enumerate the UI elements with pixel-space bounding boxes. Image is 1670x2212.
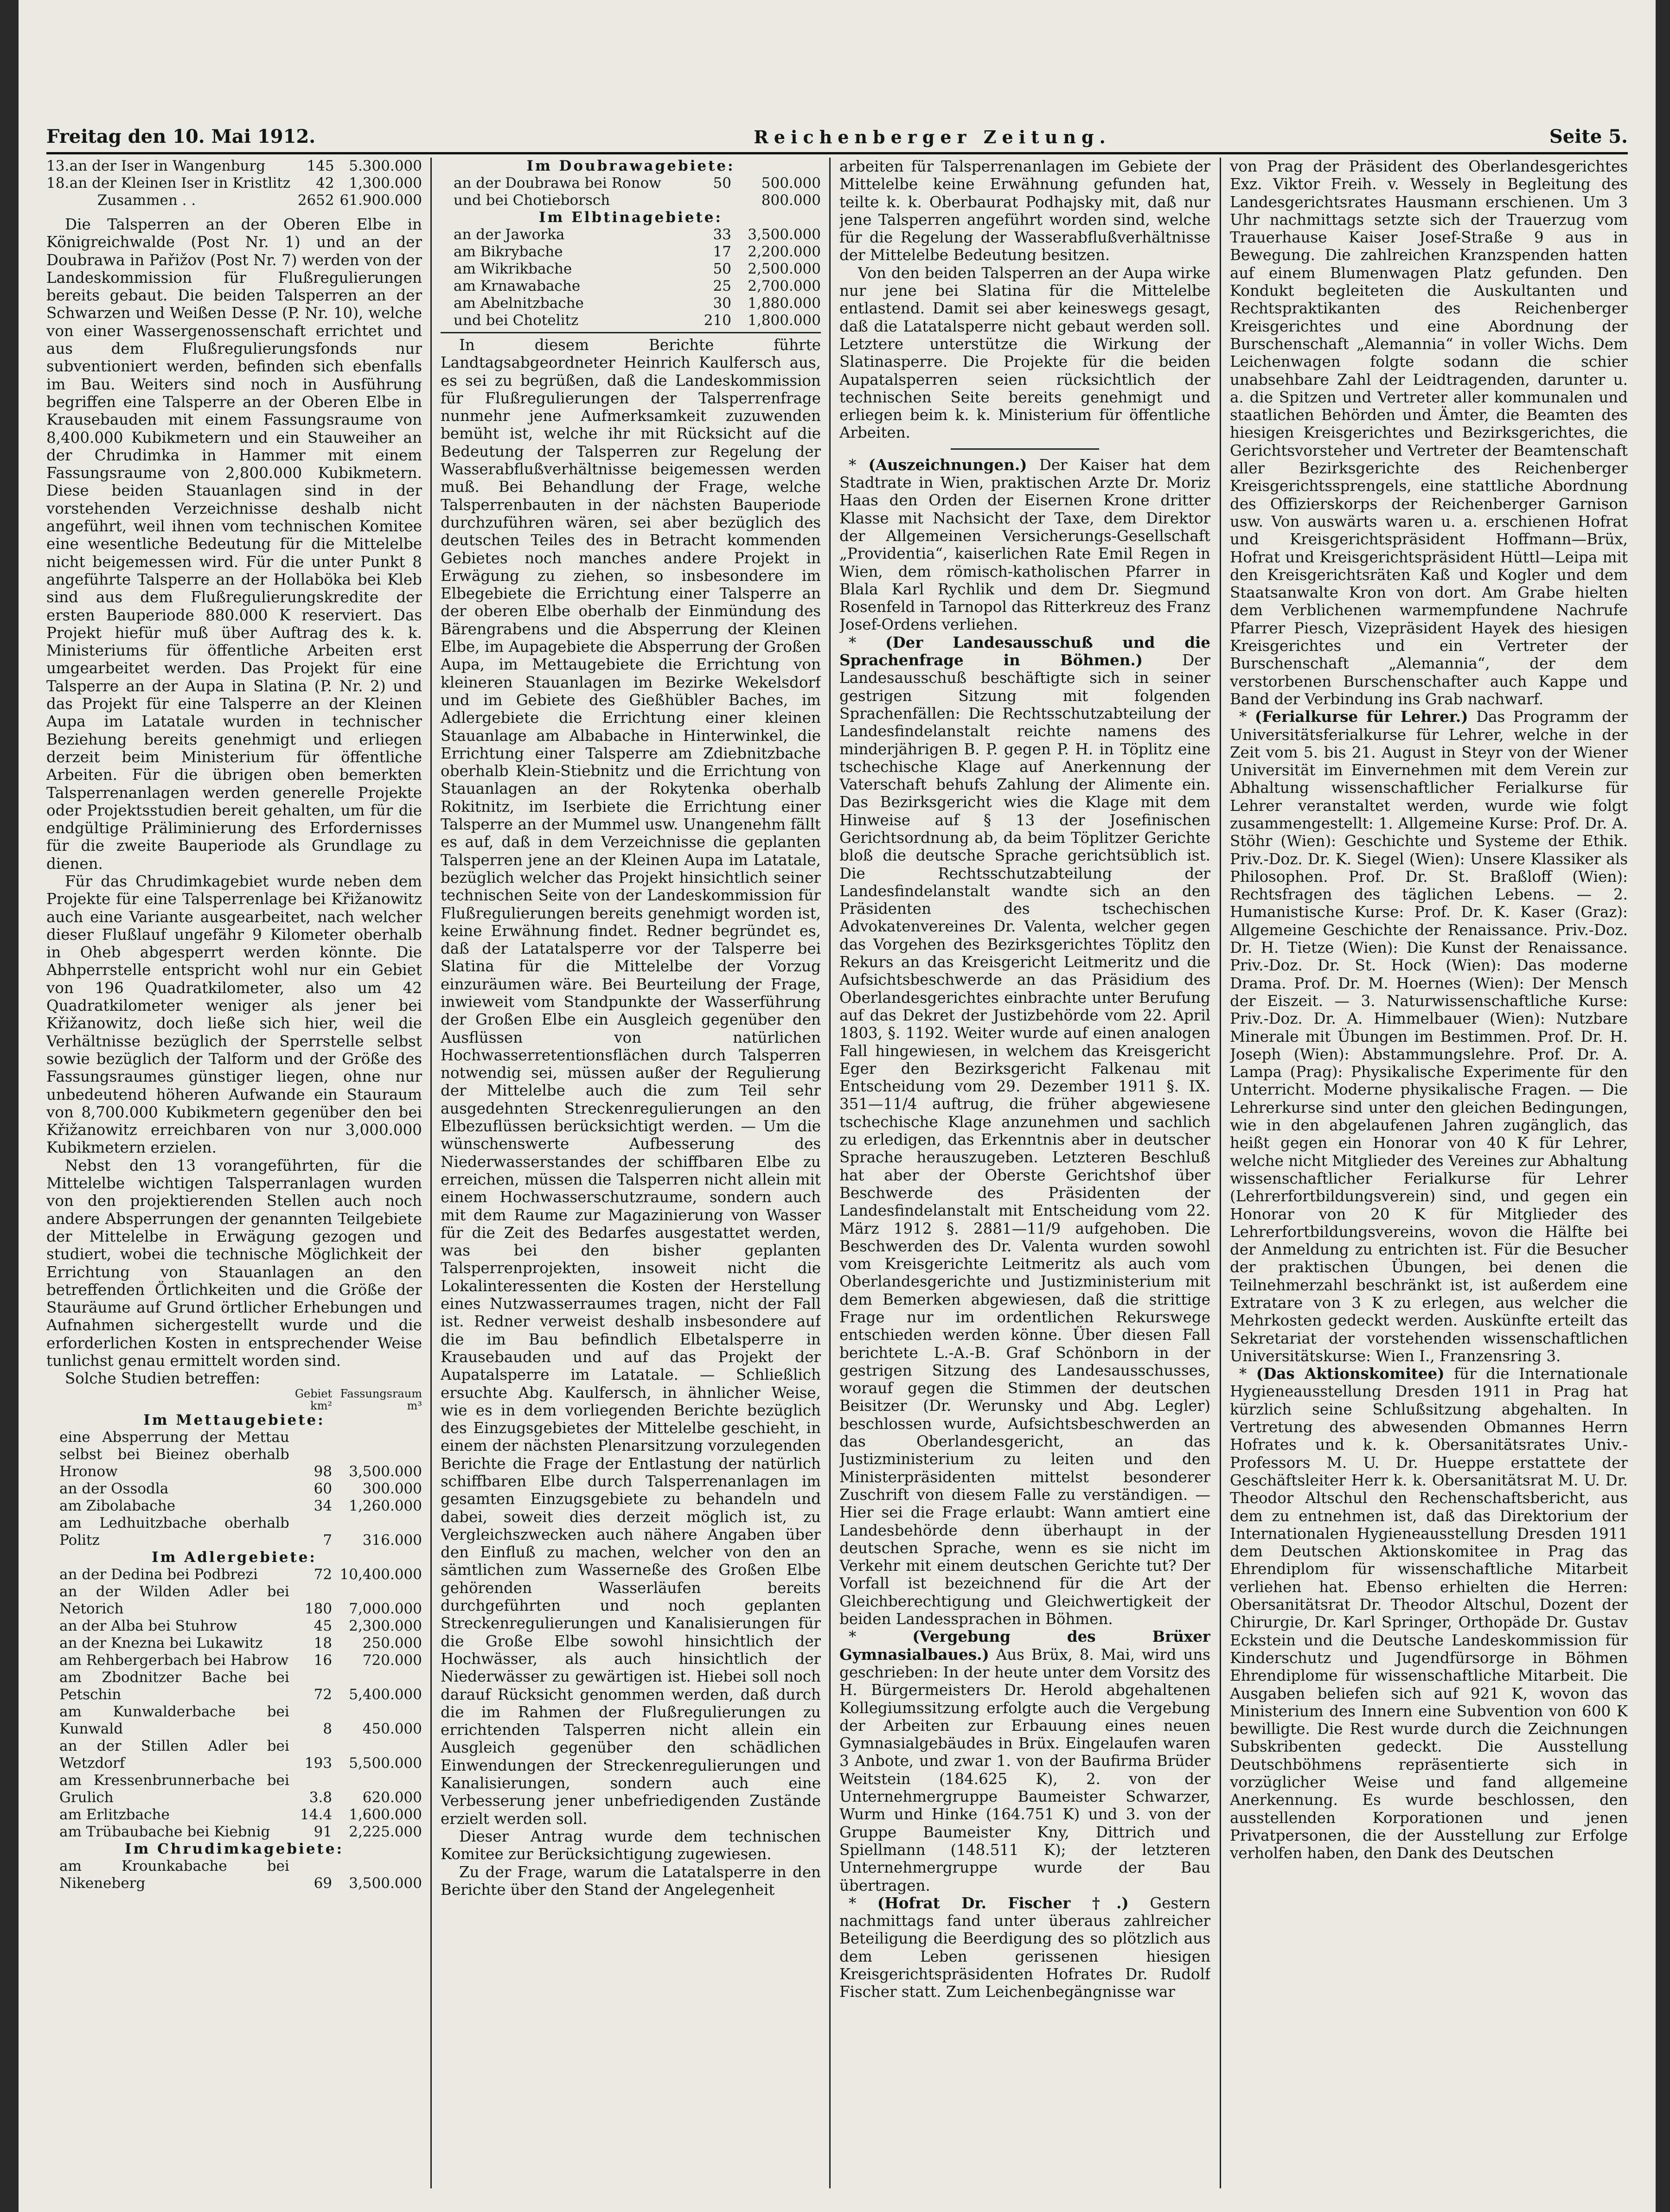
- news-item: * (Das Aktionskomitee) für die Internationale Hygieneausstellung Dresden 1911 in Prag hat kürzlich seine Schlußsitzung abgehalten. In Vertretung des abwesenden Obmannes Herrn Hofrates und k. k. Obersanitätsrates Univ.-Professors M. U. Dr. Hueppe erstattete der Geschäftsleiter Herr k. k. Obersanitätsrat M. U. Dr. Theodor Altschul den Rechenschaftsbericht, aus dem zu entnehmen ist, daß das Direktorium der Internationalen Hygieneausstellung Dresden 1911 dem Deutschen Aktionskomitee in Prag das Ehrendiplom für wissenschaftliche Mitarbeit verliehen hat. Ebenso erhielten die Herren: Obersanitätsrat Dr. Theodor Altschul, Dozent der Chirurgie, Dr. Karl Springer, Orthopäde Dr. Gustav Eckstein und die Deutsche Landeskommission für Kinderschutz und Jugendfürsorge in Böhmen Ehrendiplome für wissenschaftliche Mitarbeit. Die Ausgaben beliefen sich auf 921 K, wovon das Ministerium des Innern eine Subvention von 600 K bewilligte. Die Rest wurde durch die Zeichnungen Subskribenten gedeckt. Die Ausstellung Deutschböhmens repräsentierte sich in vorzüglicher Weise und fand allgemeine Anerkennung. Es wurde beschlossen, den ausstellenden Korporationen und jenen Privatpersonen, die der Ausstellung zur Erfolge verholfen haben, den Dank des Deutschen: [1230, 1364, 1628, 1862]
- table-group-heading: Im Elbtinagebiete:: [539, 209, 723, 226]
- table-row: 18. an der Kleinen Iser in Kristlitz 42 1,300.000: [46, 175, 422, 191]
- article-paragraph: In diesem Berichte führte Landtagsabgeordneter Heinrich Kaulfersch aus, es sei zu begrüßen, daß die Landeskommission für Flußregulierungen der Talsperrenfrage nunmehr jene Aufmerksamkeit zuzuwenden bemüht ist, welche ihr mit Rücksicht auf die Bedeutung der Talsperren zur Regelung der Wasserabflußverhältnisse beigemessen werden muß. Bei Behandlung der Frage, welche Talsperrenbauten in der nächsten Bauperiode durchzuführen wären, sei aber bezüglich des deutschen Teiles des in Betracht kommenden Gebietes noch manches andere Projekt in Erwägung zu ziehen, so insbesondere im Elbegebiete die Errichtung einer Talsperre an der oberen Elbe oberhalb der Einmündung des Bärengrabens und die Absperrung der Kleinen Elbe, im Aupagebiete die Absperrung der Großen Aupa, im Mettaugebiete die Errichtung von kleineren Stauanlagen im Bezirke Wekelsdorf und im Gebiete des Gießhübler Baches, im Adlergebiete die Errichtung einer kleinen Stauanlage am Albabache in Hinterwinkel, die Errichtung einer Talsperre am Zdiebnitzbache oberhalb Klein-Stiebnitz und die Errichtung von Stauanlagen an der Rokytenka oberhalb Rokitnitz, im Iserbiete die Errichtung einer Talsperre an der Mummel usw. Unangenehm fällt es auf, daß in dem Verzeichnisse die geplanten Talsperren jene an der Kleinen Aupa im Latatale, bezüglich welcher das Projekt hinsichtlich seiner technischen Seite von der Landeskommission für Flußregulierungen bereits genehmigt worden ist, keine Erwähnung findet. Redner begründet es, daß der Latatalsperre vor der Talsperre bei Slatina für die Mittelelbe der Vorzug einzuräumen wäre. Bei Beurteilung der Frage, inwieweit vom Standpunkte der Wasserführung der Großen Elbe ein Ausgleich gegenüber den Ausflüssen von natürlichen Hochwasserretentionsflächen durch Talsperren notwendig sei, müssen außer der Regulierung der Mittelelbe auch die zum Teil sehr ausgedehnten Streckenregulierungen an den Elbezuflüssen berücksichtigt werden. — Um die wünschenswerte Aufbesserung des Niederwasserstandes der schiffbaren Elbe zu erreichen, müssen die Talsperren nicht allein mit einem Hochwasserschutzraume, sondern auch mit dem Raume zur Magazinierung von Wasser für die Zeit des Bedarfes ausgestattet werden, was bei den bisher geplanten Talsperrenprojekten, insoweit nicht die Lokalinteressenten die Kosten der Herstellung eines Nutzwasserraumes tragen, nicht der Fall ist. Redner verweist deshalb insbesondere auf die im Bau befindlich Elbetalsperre in Krausebauden und auf das Projekt der Aupatalsperre im Latatale. — Schließlich ersuchte Abg. Kaulfersch, in ähnlicher Weise, wie es in dem vorliegenden Berichte bezüglich des Einzugsgebietes der Mittelelbe geschieht, in einem der nächsten Plenarsitzung vorzulegenden Berichte die Frage der Entlastung der natürlich schiffbaren Elbe durch Talsperrenanlagen im gesamten Einzugsgebiete zu behandeln und dabei, soweit dies derzeit möglich ist, zu Vergleichszwecken auch nähere Angaben über den Einfluß zu machen, welcher von den an sämtlichen zum Wasserneße des Großen Elbe gehörenden Wasserläufen bereits durchgeführten und noch geplanten Streckenregulierungen und Kanalisierungen für die Große Elbe sowohl hinsichtlich der Hochwässer, als auch hinsichtlich der Niederwässer zu gewärtigen ist. Hiebei soll noch darauf Rücksicht genommen werden, daß durch die im Rahmen der Flußregulierungen zu errichtenden Talsperren nicht allein ein Ausgleich gegenüber den schädlichen Einwendungen der Streckenregulierungen und Kanalisierungen, sondern auch eine Verbesserung jener unbefriedigenden Zustände erzielt werden soll.: [441, 336, 821, 1828]
- news-heading: (Hofrat Dr. Fischer †.): [877, 1893, 1129, 1912]
- column-2: [441, 158, 821, 2198]
- table-row: und bei Chotelitz 210 1,800.000: [454, 312, 821, 329]
- table-row: und bei Chotieborsch 800.000: [454, 192, 821, 209]
- table-row: an der Knezna bei Lukawitz 18 250.000: [59, 1634, 422, 1651]
- newspaper-page: [19, 0, 1656, 2212]
- news-heading: (Das Aktionskomitee): [1256, 1364, 1445, 1383]
- table-row: eine Absperrung der Mettau selbst bei Bieinez oberhalb Hronow 98 3,500.000: [59, 1428, 422, 1480]
- article-paragraph: Zu der Frage, warum die Latatalsperre in den Berichte über den Stand der Angelegenheit: [441, 1863, 821, 1899]
- table-group-heading: Im Chrudimkagebiete:: [124, 1840, 344, 1857]
- news-item: * (Auszeichnungen.) Der Kaiser hat dem Stadtrate in Wien, praktischen Arzte Dr. Moriz Haas den Orden der Eisernen Krone dritter Klasse mit Nachsicht der Taxe, dem Direktor der Allgemeinen Versicherungs-Gesellschaft „Providentia“, kaiserlichen Rate Emil Regen in Wien, dem römisch-katholischen Pfarrer in Blala Karl Rychlik und dem Dr. Siegmund Rosenfeld in Tarnopol das Ritterkreuz des Franz Josef-Ordens verliehen.: [839, 455, 1210, 634]
- table-row: an der Ossodla 60 300.000: [59, 1480, 422, 1497]
- page-header: [46, 120, 1628, 154]
- table-row: am Trübaubache bei Kiebnig 91 2,225.000: [59, 1823, 422, 1840]
- table-group-heading: Im Adlergebiete:: [152, 1549, 317, 1566]
- studies-table-continued: [441, 158, 821, 329]
- news-item: * (Vergebung des Brüxer Gymnasialbaues.) Aus Brüx, 8. Mai, wird uns geschrieben: In der heute unter dem Vorsitz des H. Bürgermeisters Dr. Herold abgehaltenen Kollegiumssitzung erfolgte auch die Vergebung der Arbeiten zur Erbauung eines neuen Gymnasialgebäudes in Brüx. Eingelaufen waren 3 Anbote, und zwar 1. von der Baufirma Brüder Weitstein (184.625 K), 2. von der Unternehmergruppe Baumeister Schwarzer, Wurm und Hinke (164.751 K) und 3. von der Gruppe Baumeister Kny, Dittrich und Spiellmann (148.511 K); der letzteren Unternehmergruppe wurde der Bau übertragen.: [839, 1627, 1210, 1894]
- table-group-heading: Im Mettaugebiete:: [143, 1411, 325, 1428]
- news-item: * (Hofrat Dr. Fischer †.) Gestern nachmittags fand unter überaus zahlreicher Beteiligung die Beerdigung des so plötzlich aus dem Leben gerissenen hiesigen Kreisgerichtspräsidenten Hofrates Dr. Rudolf Fischer statt. Zum Leichenbegängnisse war: [839, 1893, 1210, 2001]
- dam-table-top: [46, 158, 422, 209]
- table-row: am Krnawabache 25 2,700.000: [454, 278, 821, 294]
- article-paragraph: Solche Studien betreffen:: [65, 1370, 260, 1388]
- table-row: an der Alba bei Stuhrow 45 2,300.000: [59, 1617, 422, 1634]
- article-paragraph: arbeiten für Talsperrenanlagen im Gebiete der Mittelelbe keine Erwähnung gefunden hat, teilte k. k. Oberbaurat Podhajsky mit, daß nur jene Talsperren angeführt worden sind, welche für die Regelung der Wasserabflußverhältnisse der Mittelelbe Bedeutung besitzen.: [839, 158, 1210, 264]
- column-divider: [430, 158, 432, 2188]
- page-number: Seite 5.: [1549, 126, 1628, 147]
- table-row: an der Stillen Adler bei Wetzdorf 193 5,500.000: [59, 1737, 422, 1772]
- news-heading: (Ferialkurse für Lehrer.): [1254, 708, 1468, 726]
- article-paragraph: Für das Chrudimkagebiet wurde neben dem Projekte für eine Talsperrenlage bei Křižanowitz auch eine Variante ausgearbeitet, nach welcher dieser Flußlauf ungefähr 9 Kilometer oberhalb in Oheb abgesperrt werden könnte. Die Abhperrstelle entspricht wohl nur ein Gebiet von 196 Quadratkilometer, also um 42 Quadratkilometer weniger als jener bei Křižanowitz, doch ließe sich hier, weil die Verhältnisse bezüglich der Sperrstelle selbst sowie bezüglich der Talform und der Größe des Fassungsraumes günstiger liegen, ohne nur unbedeutend höheren Aufwande ein Stauraum von 8,700.000 Kubikmetern gegenüber den bei Křižanowitz erreichbaren von nur 3,000.000 Kubikmetern erzielen.: [46, 872, 422, 1157]
- news-heading: (Vergebung des Brüxer Gymnasialbaues.): [839, 1627, 1210, 1664]
- article-paragraph: Nebst den 13 vorangeführten, für die Mittelelbe wichtigen Talsperranlagen wurden von den projektierenden Stellen auch noch andere Absperrungen der genannten Teilgebiete der Mittelelbe in Erwägung gezogen und studiert, wobei die technische Möglichkeit der Errichtung von Stauanlagen an den betreffenden Örtlichkeiten und die Größe der Stauräume auf Grund örtlicher Erhebungen und Aufnahmen sichergestellt wurde und die erforderlichen Kosten in entsprechender Weise tunlichst genau ermittelt worden sind.: [46, 1156, 422, 1370]
- header-date: Freitag den 10. Mai 1912.: [46, 126, 316, 147]
- table-row: an der Wilden Adler bei Netorich 180 7,000.000: [59, 1583, 422, 1617]
- news-heading: (Der Landesausschuß und die Sprachenfrage in Böhmen.): [839, 633, 1210, 669]
- column-1: [46, 158, 422, 2198]
- news-item: * (Der Landesausschuß und die Sprachenfrage in Böhmen.) Der Landesausschuß beschäftigte sich in seiner gestrigen Sitzung mit folgenden Sprachenfällen: Die Rechtsschutzabteilung der Landesfindelanstalt reichte namens des minderjährigen B. P. gegen P. H. in Töplitz eine tschechische Klage auf Anerkennung der Vaterschaft behufs Zahlung der Alimente ein. Das Bezirksgericht wies die Klage mit dem Hinweise auf § 13 der Josefinischen Gerichtsordnung ab, da beim Töplitzer Gerichte bloß die deutsche Sprache gerichtsüblich ist. Die Rechtsschutzabteilung der Landesfindelanstalt wandte sich an den Präsidenten des tschechischen Advokatenvereines Dr. Valenta, welcher gegen das Vorgehen des Bezirksgerichtes Töplitz den Rekurs an das Kreisgericht Leitmeritz und die Aufsichtsbeschwerde an das Präsidium des Oberlandesgerichtes einbrachte unter Berufung auf das Dekret der Justizbehörde vom 22. April 1803, §. 1192. Weiter wurde auf einen analogen Fall hingewiesen, in welchem das Kreisgericht Eger den Bezirksgericht Falkenau mit Entscheidung vom 29. Dezember 1911 §. IX. 351—11/4 auftrug, die früher abgewiesene tschechische Klage anzunehmen und sachlich zu erledigen, das Erkenntnis aber in deutscher Sprache herauszugeben. Letzteren Beschluß hat aber der Oberste Gerichtshof über Beschwerde des Präsidenten der Landesfindelanstalt mit Entscheidung vom 22. März 1912 §. 2881—11/9 aufgehoben. Die Beschwerden des Dr. Valenta wurden sowohl vom Kreisgerichte Leitmeritz als auch vom Oberlandesgerichte und Justizministerium mit dem Bemerken abgewiesen, daß die strittige Frage nur im ordentlichen Rekurswege entschieden werden könne. Über diesen Fall berichtete L.-A.-B. Graf Schönborn in der gestrigen Sitzung des Landesausschusses, worauf gegen die Stimmen der deutschen Beisitzer (Dr. Werunsky und Abg. Legler) beschlossen wurde, Aufsichtsbeschwerden an das Oberlandesgericht, an das Justizministerium zu leiten und den Ministerpräsidenten mittelst besonderer Zuschrift von diesem Falle zu verständigen. — Hier sei die Frage erlaubt: Wann amtiert eine Landesbehörde denn überhaupt in der deutschen Sprache, wenn es sie nicht im Verkehr mit einem deutschen Gerichte tut? Der Vorfall ist bezeichnend für die Art der Gleichberechtigung und Gleichwertigkeit der beiden Landessprachen in Böhmen.: [839, 633, 1210, 1628]
- table-row: am Erlitzbache 14.4 1,600.000: [59, 1806, 422, 1823]
- table-row: am Bikrybache 17 2,200.000: [454, 243, 821, 260]
- table-row: am Zibolabache 34 1,260.000: [59, 1497, 422, 1514]
- article-paragraph: Dieser Antrag wurde dem technischen Komitee zur Berücksichtigung zugewiesen.: [441, 1827, 821, 1863]
- column-4: [1230, 158, 1628, 2198]
- column-divider: [1220, 158, 1221, 2188]
- table-row: am Abelnitzbache 30 1,880.000: [454, 295, 821, 312]
- table-row: an der Doubrawa bei Ronow 50 500.000: [454, 175, 821, 191]
- table-row: am Wikrikbache 50 2,500.000: [454, 261, 821, 277]
- studies-table: [46, 1388, 422, 1892]
- table-row: 13. an der Iser in Wangenburg 145 5.300.000: [46, 158, 422, 174]
- table-row: an der Jaworka 33 3,500.000: [454, 226, 821, 243]
- table-header-row: Gebiet km² Fassungsraum m³: [294, 1387, 422, 1412]
- table-row: am Kressenbrunnerbache bei Grulich 3.8 620.000: [59, 1772, 422, 1806]
- table-row: am Krounkabache bei Nikeneberg 69 3,500.000: [59, 1857, 422, 1892]
- table-row: am Ledhuitzbache oberhalb Politz 7 316.000: [59, 1514, 422, 1549]
- table-group-heading: Im Doubrawagebiete:: [526, 158, 735, 174]
- column-3: [839, 158, 1210, 2198]
- article-paragraph: Die Talsperren an der Oberen Elbe in Königreichwalde (Post Nr. 1) und an der Doubrawa in Pařižov (Post Nr. 7) werden von der Landeskommission für Flußregulierungen bereits gebaut. Die beiden Talsperren an der Schwarzen und Weißen Desse (P. Nr. 10), welche von einer Wassergenossenschaft errichtet und aus dem Flußregulierungsfonds nur subventioniert werden, befinden sich ebenfalls im Bau. Weiters sind noch in Ausführung begriffen eine Talsperre an der Oberen Elbe in Krausebauden mit einem Fassungsraume von 8,400.000 Kubikmetern und ein Stauweiher an der Chrudimka in Hammer mit einem Fassungsraume von 2,800.000 Kubikmetern. Diese beiden Stauanlagen sind in der vorstehenden Verzeichnisse deshalb nicht angeführt, weil ihnen vom technischen Komitee eine wesentliche Bedeutung für die Mittelelbe nicht beigemessen wird. Für die unter Punkt 8 angeführte Talsperre an der Hollaböka bei Kleb sind aus dem Flußregulierungskredite der ersten Bauperiode 880.000 K reserviert. Das Projekt hiefür muß über Auftrag des k. k. Ministeriums für öffentliche Arbeiten erst umgearbeitet werden. Das Projekt für eine Talsperre an der Aupa in Slatina (P. Nr. 2) und das Projekt für eine Talsperre an der Kleinen Aupa im Latatale wurden in technischer Beziehung bereits genehmigt und erliegen derzeit beim Ministerium für öffentliche Arbeiten. Für die übrigen oben bemerkten Talsperrenanlagen werden generelle Projekte oder Projektsstudien bereit gehalten, um für die endgültige Präliminierung des Erfordernisses für die zweite Bauperiode als Grundlage zu dienen.: [46, 216, 422, 873]
- news-item: * (Ferialkurse für Lehrer.) Das Programm der Universitätsferialkurse für Lehrer, welche in der Zeit vom 5. bis 21. August in Steyr von der Wiener Universität im Einvernehmen mit dem Verein zur Abhaltung wissenschaftlicher Ferialkurse für Lehrer veranstaltet werden, wurde wie folgt zusammengestellt: 1. Allgemeine Kurse: Prof. Dr. A. Stöhr (Wien): Geschichte und Systeme der Ethik. Priv.-Doz. Dr. K. Siegel (Wien): Unsere Klassiker als Philosophen. Prof. Dr. St. Braßloff (Wien): Rechtsfragen des täglichen Lebens. — 2. Humanistische Kurse: Prof. Dr. K. Kaser (Graz): Allgemeine Geschichte der Renaissance. Priv.-Doz. Dr. H. Tietze (Wien): Die Kunst der Renaissance. Priv.-Doz. Dr. St. Hock (Wien): Das moderne Drama. Prof. Dr. M. Hoernes (Wien): Der Mensch der Eiszeit. — 3. Naturwissenschaftliche Kurse: Priv.-Doz. Dr. A. Himmelbauer (Wien): Nutzbare Minerale mit Übungen im Bestimmen. Prof. Dr. H. Joseph (Wien): Abstammungslehre. Prof. Dr. A. Lampa (Prag): Physikalische Experimente für den Unterricht. Moderne physikalische Fragen. — Die Lehrerkurse sind unter den gleichen Bedingungen, wie in den abgelaufenen Jahren zugänglich, das heißt gegen ein Honorar von 40 K für Lehrer, welche nicht Mitglieder des Vereines zur Abhaltung wissenschaftlicher Ferialkurse für Lehrer (Lehrerfortbildungsverein) sind, und gegen ein Honorar von 20 K für Mitglieder des Lehrerfortbildungsvereins, wovon die Hälfte bei der Anmeldung zu entrichten ist. Für die Besucher der praktischen Übungen, bei denen die Teilnehmerzahl beschränkt ist, ist außerdem eine Extratare von 3 K zu erlegen, aus welcher die Mehrkosten gedeckt werden. Auskünfte erteilt das Sekretariat der vorstehenden wissenschaftlichen Universitätskurse: Wien I., Franzensring 3.: [1230, 708, 1628, 1365]
- article-paragraph: Von den beiden Talsperren an der Aupa wirke nur jene bei Slatina für die Mittelelbe entlastend. Damit sei aber keineswegs gesagt, daß die Latatalsperre nicht gebaut werden soll. Letztere unterstütze die Wirkung der Slatinasperre. Die Projekte für die beiden Aupatalsperren seien rücksichtlich der technischen Seite bereits genehmigt und erliegen beim k. k. Ministerium für öffentliche Arbeiten.: [839, 264, 1210, 442]
- column-divider: [829, 158, 831, 2188]
- article-paragraph: von Prag der Präsident des Oberlandesgerichtes Exz. Viktor Freih. v. Wessely in Begleitung des Landesgerichtsrates Hausmann erschienen. Um 3 Uhr nachmittags setzte sich der Trauerzug vom Trauerhause Kaiser Josef-Straße 9 aus in Bewegung. Die zahlreichen Kranzspenden hatten auf einem Blumenwagen Platz gefunden. Den Kondukt begleiteten die Auskultanten und Rechtspraktikanten des Reichenberger Kreisgerichtes und eine Abordnung der Burschenschaft „Alemannia“ in voller Wichs. Dem Leichenwagen folgte sodann die schier unabsehbare Zahl der Leidtragenden, darunter u. a. die Spitzen und Vertreter aller kommunalen und staatlichen Behörden und Ämter, die Beamten des hiesigen Kreisgerichtes und Bezirksgerichtes, die Gerichtsvorsteher und Vertreter der Beamtenschaft aller Bezirksgerichte des Reichenberger Kreisgerichtssprengels, eine stattliche Abordnung des Offizierskorps der Reichenberger Garnison usw. Von auswärts waren u. a. erschienen Hofrat und Kreisgerichtspräsident Hoffmann—Brüx, Hofrat und Kreisgerichtspräsident Hüttl—Leipa mit den Kreisgerichtsräten Kaß und Kogler und dem Staatsanwalte Kron von dort. Am Grabe hielten dem Verblichenen warmempfundene Nachrufe Pfarrer Piesch, Vizepräsident Hayek des hiesigen Kreisgerichtes und ein Vertreter der Burschenschaft „Alemannia“, der dem verstorbenen Burschenschafter auch Kappe und Band der Verbindung ins Grab nachwarf.: [1230, 158, 1628, 708]
- table-row: am Zbodnitzer Bache bei Petschin 72 5,400.000: [59, 1669, 422, 1703]
- table-row: an der Dedina bei Podbrezi 72 10,400.000: [59, 1566, 422, 1583]
- news-heading: (Auszeichnungen.): [868, 455, 1027, 474]
- newspaper-title: Reichenberger Zeitung.: [754, 127, 1111, 147]
- table-row: am Kunwalderbache bei Kunwald 8 450.000: [59, 1703, 422, 1737]
- table-row: am Rehbergerbach bei Habrow 16 720.000: [59, 1651, 422, 1669]
- table-total-row: Zusammen . . 2652 61.900.000: [97, 192, 422, 209]
